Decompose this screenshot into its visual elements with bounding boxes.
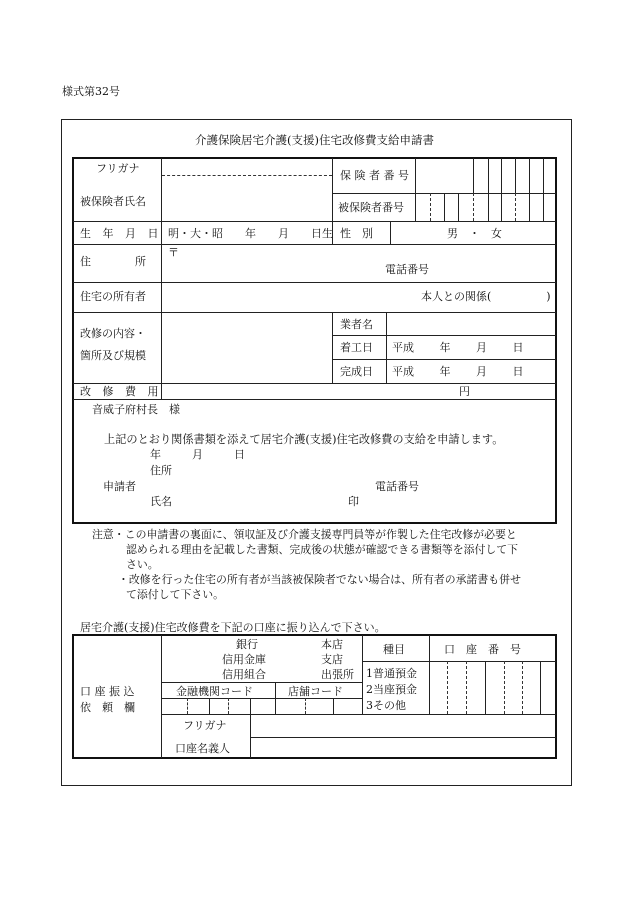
birth-date-label: 生 年 月 日 (80, 227, 163, 240)
note2-line2: て添付して下さい。 (126, 588, 225, 601)
kumiai-option: 信用組合 (222, 668, 266, 681)
addressee: 音威子府村長 様 (92, 403, 180, 416)
end-date-value: 平成 年 月 日 (392, 365, 524, 378)
relation-label: 本人との関係( ) (421, 290, 551, 303)
owner-label: 住宅の所有者 (80, 290, 146, 303)
renovation-label-2: 箇所及び規模 (80, 349, 146, 362)
start-date-value: 平成 年 月 日 (392, 341, 524, 354)
declaration-phone: 電話番号 (375, 480, 419, 493)
renovation-label-1: 改修の内容・ (80, 327, 146, 340)
form-title: 介護保険居宅介護(支援)住宅改修費支給申請書 (195, 133, 434, 147)
fi-code-label: 金融機関コード (176, 685, 253, 698)
holder-label: 口座名義人 (175, 742, 230, 755)
furigana-label: フリガナ (96, 162, 140, 175)
seal-mark: 印 (348, 495, 359, 508)
note1-line3: さい。 (126, 558, 159, 571)
start-date-label: 着工日 (340, 341, 373, 354)
branch-option: 支店 (321, 653, 343, 666)
declaration-name: 氏名 (150, 495, 172, 508)
declaration-address: 住所 (150, 464, 172, 477)
end-date-label: 完成日 (340, 365, 373, 378)
birth-era: 明・大・昭 年 月 日生 (168, 227, 333, 240)
account-number-label: 口 座 番 号 (444, 643, 521, 656)
type-current: 2当座預金 (366, 683, 417, 696)
note1-line2: 認められる理由を記載した書類、完成後の状態が確認できる書類等を添付して下 (126, 543, 519, 556)
branch-code-label: 店舗コード (288, 685, 343, 698)
note1-line1: 注意・この申請書の裏面に、領収証及び介護支援専門員等が作製した住宅改修が必要と (92, 528, 517, 541)
type-ordinary: 1普通預金 (366, 667, 417, 680)
holder-furigana-label: フリガナ (183, 719, 227, 732)
sex-label: 性 別 (340, 227, 373, 240)
transfer-label-1: 口 座 振 込 (80, 685, 135, 698)
yen-unit: 円 (459, 385, 470, 398)
insured-number-label: 被保険者番号 (338, 201, 404, 214)
declaration-date: 年 月 日 (150, 448, 248, 461)
head-office-option: 本店 (321, 638, 343, 651)
insured-name-label: 被保険者氏名 (80, 195, 146, 208)
sub-branch-option: 出張所 (321, 668, 354, 681)
sex-options: 男 ・ 女 (447, 227, 502, 240)
bank-intro: 居宅介護(支援)住宅改修費を下記の口座に振り込んで下さい。 (80, 621, 386, 634)
address-label: 住 所 (80, 255, 146, 268)
applicant-label: 申請者 (103, 480, 136, 493)
account-type-label: 種目 (383, 643, 405, 656)
statement: 上記のとおり関係書類を添えて居宅介護(支援)住宅改修費の支給を申請します。 (104, 433, 504, 446)
cost-label: 改 修 費 用 (80, 385, 163, 398)
shinkin-option: 信用金庫 (222, 653, 266, 666)
postal-mark: 〒 (168, 246, 179, 259)
transfer-label-2: 依 頼 欄 (80, 701, 135, 714)
contractor-label: 業者名 (340, 318, 373, 331)
bank-option: 銀行 (236, 638, 258, 651)
type-other: 3その他 (366, 699, 406, 712)
note2-line1: ・改修を行った住宅の所有者が当該被保険者でない場合は、所有者の承諾書も併せ (118, 573, 521, 586)
address-phone-label: 電話番号 (385, 263, 429, 276)
insurer-number-label: 保 険 者 番 号 (340, 169, 409, 182)
form-number: 様式第32号 (62, 85, 120, 98)
